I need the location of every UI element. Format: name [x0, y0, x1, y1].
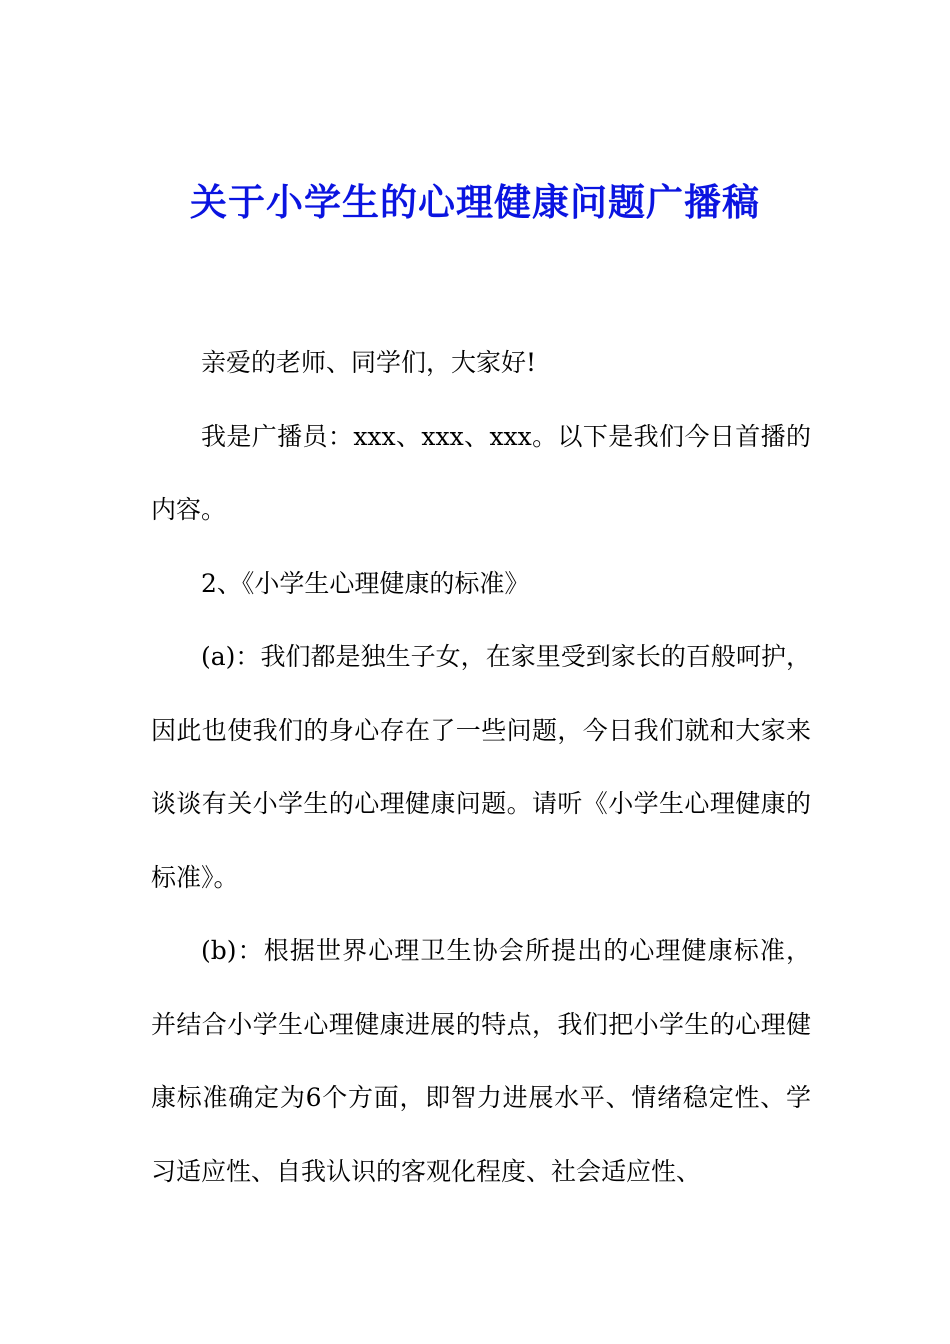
section-heading: 2、《小学生心理健康的标准》 — [201, 568, 530, 598]
announcer-paragraph: 我是广播员：xxx、xxx、xxx。以下是我们今日首播的内容。 — [151, 421, 811, 524]
paragraph-a: (a)：我们都是独生子女，在家里受到家长的百般呵护，因此也使我们的身心存在了一些问题，今日我们就和大家来谈谈有关小学生的心理健康问题。请听《小学生心理健康的标准》。 — [151, 642, 811, 892]
document-body — [151, 326, 811, 1208]
greeting-paragraph: 亲爱的老师、同学们，大家好! — [201, 348, 537, 377]
paragraph-b: (b)：根据世界心理卫生协会所提出的心理健康标准，并结合小学生心理健康进展的特点，我们把小学生的心理健康标准确定为6个方面，即智力进展水平、情绪稳定性、学习适应性、自我认识的客观化程度、社会适应性、 — [151, 936, 811, 1186]
document-title: 关于小学生的心理健康问题广播稿 — [190, 180, 760, 224]
